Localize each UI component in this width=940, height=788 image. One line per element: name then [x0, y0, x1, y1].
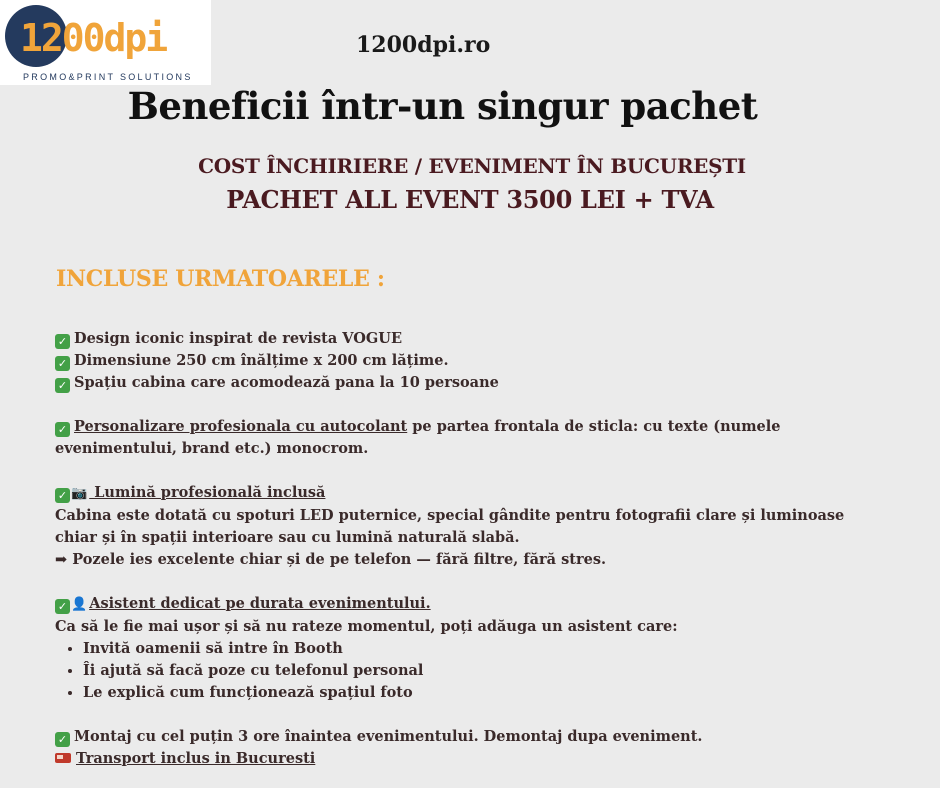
- check-icon: ✓: [55, 488, 70, 503]
- camera-icon: 📷: [71, 486, 88, 501]
- item-text: Dimensiune 250 cm înălțime x 200 cm lățime.: [74, 352, 449, 369]
- bullet-item: • Îi ajută să facă poze cu telefonul personal: [83, 660, 885, 682]
- list-item: [55, 372, 885, 394]
- bullet-item: • Invită oamenii să intre în Booth: [83, 638, 885, 660]
- transport-link[interactable]: Transport inclus in Bucuresti: [76, 750, 316, 767]
- item-description: Ca să le fie mai ușor și să nu rateze momentul, poți adăuga un asistent care:: [55, 618, 678, 635]
- list-item: [55, 482, 885, 505]
- check-icon: ✓: [55, 334, 70, 349]
- list-item: [55, 328, 885, 350]
- list-item: [55, 748, 885, 770]
- lighting-link[interactable]: Lumină profesională inclusă: [89, 484, 326, 501]
- list-item: [55, 593, 885, 616]
- truck-icon: [55, 753, 71, 763]
- personalization-link[interactable]: Personalizare profesionala cu autocolant: [74, 418, 408, 435]
- check-icon: ✓: [55, 422, 70, 437]
- item-text: Montaj cu cel puțin 3 ore înaintea evenimentului. Demontaj dupa eveniment.: [74, 728, 703, 745]
- benefits-list: [55, 328, 885, 770]
- logo-tagline: PROMO&PRINT SOLUTIONS: [23, 72, 193, 82]
- item-text: pe partea frontala de sticla: cu texte (numele evenimentului, brand etc.) monocrom.: [55, 418, 781, 457]
- assistant-bullets: [55, 638, 885, 704]
- check-icon: ✓: [55, 356, 70, 371]
- section-heading: INCLUSE URMATOARELE :: [56, 266, 385, 292]
- subtitle-package: PACHET ALL EVENT 3500 LEI + TVA: [226, 185, 714, 214]
- item-description: Cabina este dotată cu spoturi LED puternice, special gândite pentru fotografii clare și luminoase chiar și în spații interioare sau cu lumină naturală slabă.: [55, 507, 845, 546]
- list-item: [55, 416, 885, 460]
- list-item: [55, 350, 885, 372]
- item-note: ➡ Pozele ies excelente chiar și de pe telefon — fără filtre, fără stres.: [55, 551, 607, 568]
- bullet-item: • Le explică cum funcționează spațiul foto: [83, 682, 885, 704]
- logo-text: 1200dpi: [20, 16, 167, 60]
- person-icon: 👤: [71, 597, 88, 612]
- item-text: Spațiu cabina care acomodează pana la 10 persoane: [74, 374, 499, 391]
- subtitle-cost: COST ÎNCHIRIERE / EVENIMENT ÎN BUCUREȘTI: [198, 154, 746, 178]
- page-title: Beneficii într-un singur pachet: [127, 84, 758, 128]
- check-icon: ✓: [55, 732, 70, 747]
- check-icon: ✓: [55, 599, 70, 614]
- check-icon: ✓: [55, 378, 70, 393]
- site-name: 1200dpi.ro: [356, 32, 491, 58]
- assistant-link[interactable]: Asistent dedicat pe durata evenimentului.: [89, 595, 431, 612]
- item-text: Design iconic inspirat de revista VOGUE: [74, 330, 402, 347]
- logo: [0, 0, 211, 85]
- list-item: [55, 726, 885, 748]
